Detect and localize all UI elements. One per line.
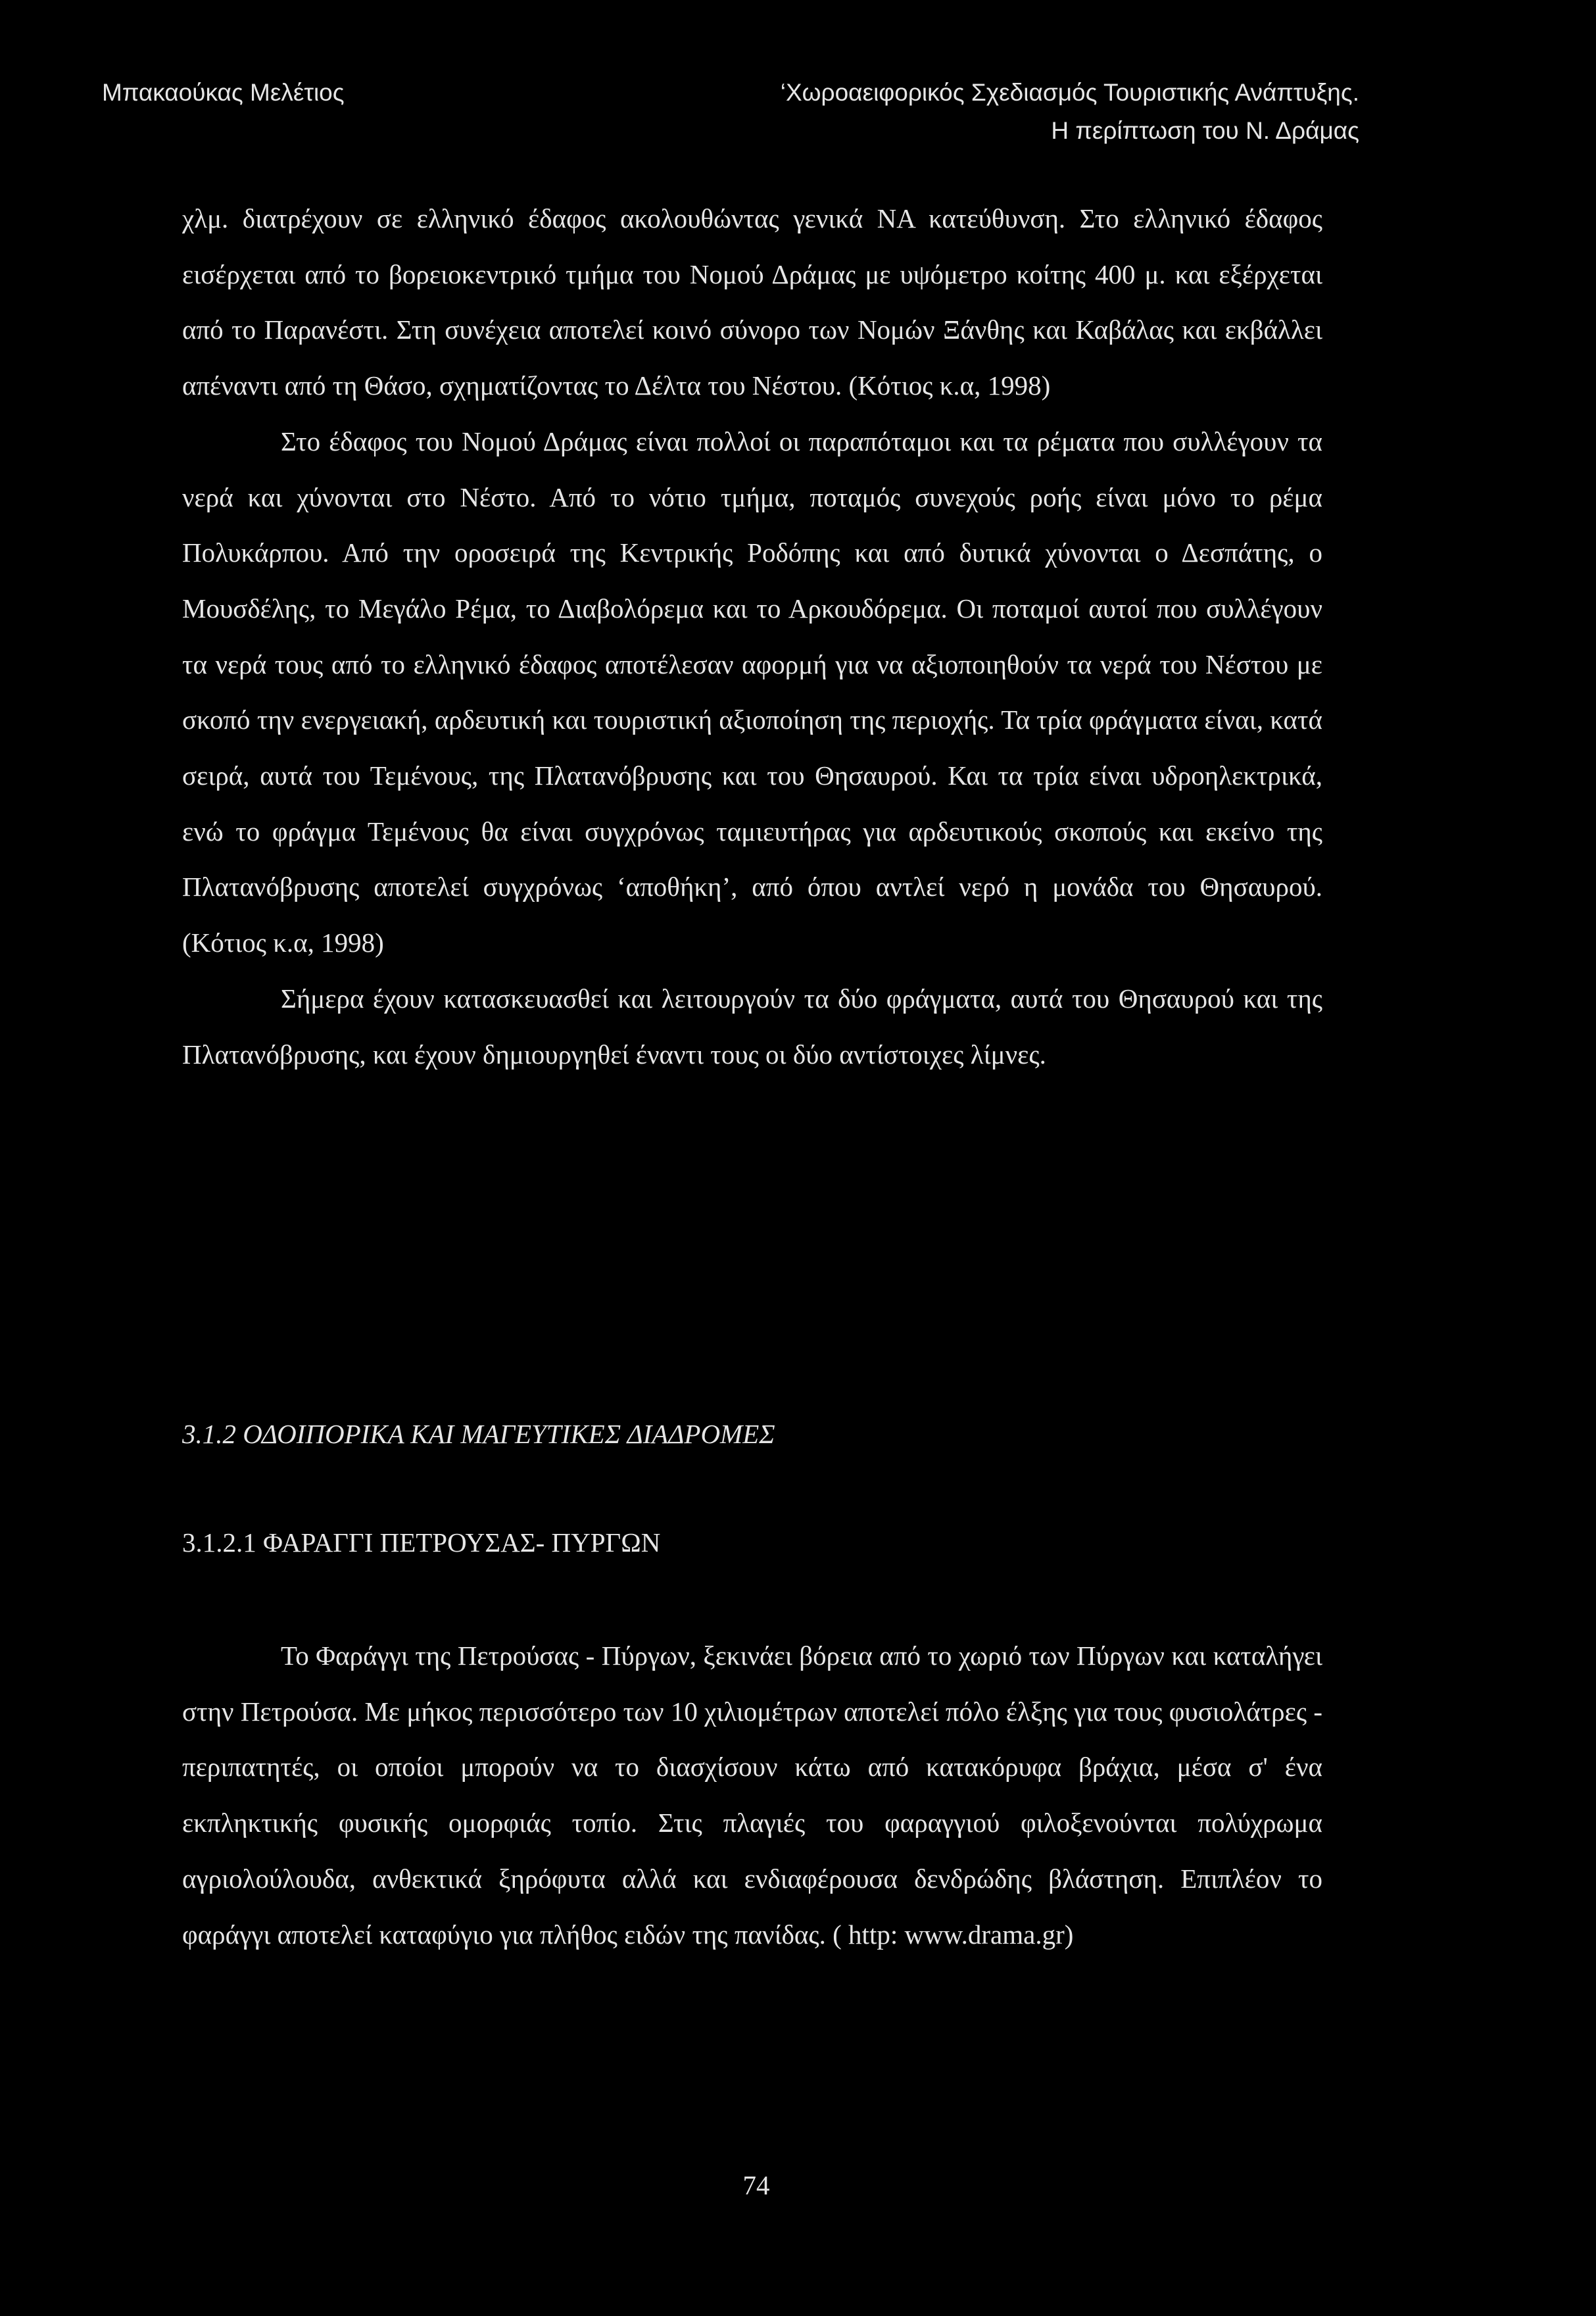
page-number: 74 (742, 2170, 770, 2200)
header-title-line-2: Η περίπτωση του Ν. Δράμας (1051, 117, 1359, 144)
paragraph-1: χλμ. διατρέχουν σε ελληνικό έδαφος ακολουθώντας γενικά ΝΑ κατεύθυνση. Στο ελληνικό έδαφος εισέρχεται από το βορειοκεντρικό τμήμα του Νομού Δράμας με υψόμετρο κοίτης 400 μ. και εξέρχεται από το Παρανέστι. Στη συνέχεια αποτελεί κοινό σύνορο των Νομών Ξάνθης και Καβάλας και εκβάλλει απέναντι από τη Θάσο, σχηματίζοντας το Δέλτα του Νέστου. (Κότιος κ.α, 1998) (182, 203, 1322, 401)
header-author: Μπακαούκας Μελέτιος (102, 79, 345, 106)
header-title (781, 74, 1359, 150)
paragraph-4: Το Φαράγγι της Πετρούσας - Πύργων, ξεκινάει βόρεια από το χωριό των Πύργων και καταλήγει στην Πετρούσα. Με μήκος περισσότερο των 10 χιλιομέτρων αποτελεί πόλο έλξης για τους φυσιολάτρες - περιπατητές, οι οποίοι μπορούν να το διασχίσουν κάτω από κατακόρυφα βράχια, μέσα σ' ένα εκπληκτικής φυσικής ομορφιάς τοπίο. Στις πλαγιές του φαραγγιού φιλοξενούνται πολύχρωμα αγριολούλουδα, ανθεκτικά ξηρόφυτα αλλά και ενδιαφέρουσα δενδρώδης βλάστηση. Επιπλέον το φαράγγι αποτελεί καταφύγιο για πλήθος ειδών της πανίδας. ( http: www.drama.gr) (182, 1640, 1322, 1950)
header-title-line-1: ‘Χωροαειφορικός Σχεδιασμός Τουριστικής Ανάπτυξης. (780, 79, 1359, 106)
subsection-text (182, 1628, 1322, 1962)
subsection-heading: 3.1.2.1 ΦΑΡΑΓΓΙ ΠΕΤΡΟΥΣΑΣ- ΠΥΡΓΩΝ (182, 1527, 661, 1558)
paragraph-2: Στο έδαφος του Νομού Δράμας είναι πολλοί οι παραπόταμοι και τα ρέματα που συλλέγουν τα νερά και χύνονται στο Νέστο. Από το νότιο τμήμα, ποταμός συνεχούς ροής είναι μόνο το ρέμα Πολυκάρπου. Από την οροσειρά της Κεντρικής Ροδόπης και από δυτικά χύνονται ο Δεσπάτης, ο Μουσδέλης, το Μεγάλο Ρέμα, το Διαβολόρεμα και το Αρκουδόρεμα. Οι ποταμοί αυτοί που συλλέγουν τα νερά τους από το ελληνικό έδαφος αποτέλεσαν αφορμή για να αξιοποιηθούν τα νερά του Νέστου με σκοπό την ενεργειακή, αρδευτική και τουριστική αξιοποίηση της περιοχής. Τα τρία φράγματα είναι, κατά σειρά, αυτά του Τεμένους, της Πλατανόβρυσης και του Θησαυρού. Και τα τρία είναι υδροηλεκτρικά, ενώ το φράγμα Τεμένους θα είναι συγχρόνως ταμιευτήρας για αρδευτικούς σκοπούς και εκείνο της Πλατανόβρυσης αποτελεί συγχρόνως ‘αποθήκη’, από όπου αντλεί νερό η μονάδα του Θησαυρού. (Κότιος κ.α, 1998) (182, 426, 1322, 958)
main-text (182, 191, 1322, 1082)
section-heading: 3.1.2 ΟΔΟΙΠΟΡΙΚΑ ΚΑΙ ΜΑΓΕΥΤΙΚΕΣ ΔΙΑΔΡΟΜΕΣ (182, 1419, 775, 1449)
paragraph-3: Σήμερα έχουν κατασκευασθεί και λειτουργούν τα δύο φράγματα, αυτά του Θησαυρού και της Πλατανόβρυσης, και έχουν δημιουργηθεί έναντι τους οι δύο αντίστοιχες λίμνες. (182, 983, 1322, 1070)
